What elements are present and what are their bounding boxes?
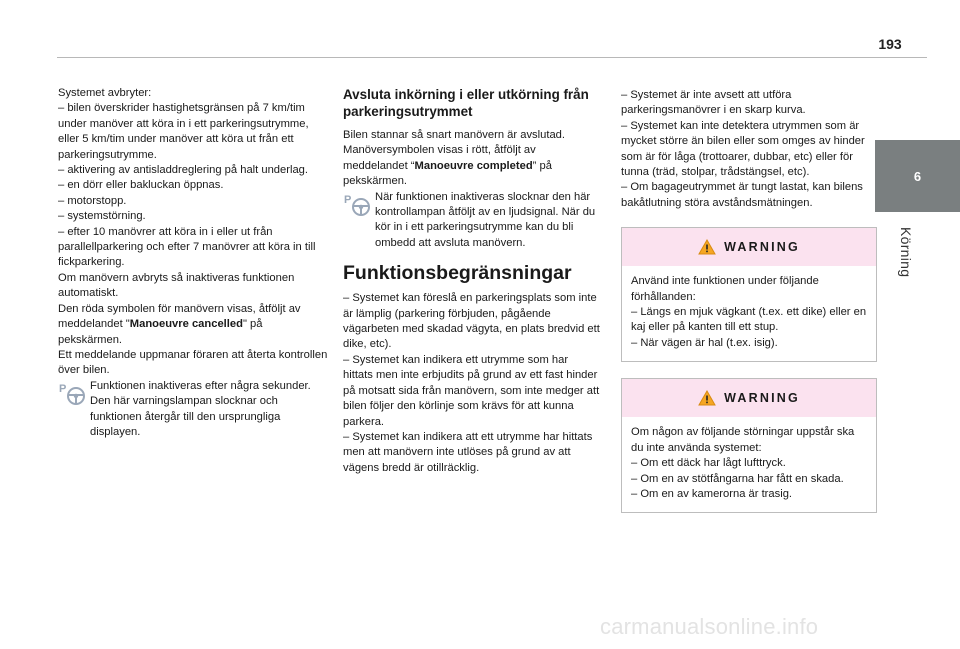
note-text: När funktionen inaktiveras slocknar den här kontrollampan åtföljt av en ljudsignal. När du kör in i ett parkeringsutrymme kan du bli ombedd att avsluta manövern. bbox=[375, 190, 596, 249]
paragraph: – Systemet kan indikera att ett utrymme har hittats men att manövern inte utlöses på grund av att vägens bredd är otillräcklig. bbox=[343, 430, 593, 474]
svg-text:P: P bbox=[344, 193, 352, 206]
paragraph: – Systemet kan föreslå en parkeringsplats som inte är lämplig (parkering förbjuden, pågående vägarbeten med skadad vägyta, en plats bredvid ett dike, etc). bbox=[343, 292, 600, 351]
paragraph: Systemet avbryter: bbox=[58, 87, 152, 99]
paragraph: – efter 10 manövrer att köra in i eller ut från parallellparkering och efter 7 manövrer att köra in till fickparkering. bbox=[58, 225, 316, 269]
paragraph: – en dörr eller bakluckan öppnas. bbox=[58, 179, 224, 192]
note-block bbox=[343, 190, 601, 252]
message-bold: Manoeuvre cancelled bbox=[129, 318, 243, 331]
warning-box bbox=[621, 378, 877, 513]
svg-text:P: P bbox=[59, 382, 67, 395]
paragraph: – Längs en mjuk vägkant (t.ex. ett dike) eller en kaj eller på kanten till ett stup. bbox=[631, 306, 867, 334]
warning-title: WARNING bbox=[724, 390, 800, 405]
chapter-number: 6 bbox=[913, 168, 922, 184]
warning-box bbox=[621, 227, 877, 362]
paragraph: Ett meddelande uppmanar föraren att återta kontrollen över bilen. bbox=[58, 348, 328, 377]
column-3 bbox=[621, 88, 877, 513]
text-span: " på pekskärmen. bbox=[58, 318, 263, 346]
note-block bbox=[58, 379, 328, 441]
paragraph: – Om en av stötfångarna har fått en skada. bbox=[631, 472, 844, 485]
column-1 bbox=[58, 86, 328, 440]
paragraph: – Om ett däck har lågt lufttryck. bbox=[631, 457, 786, 470]
chapter-title: Körning bbox=[898, 226, 914, 278]
page-number: 193 bbox=[878, 36, 902, 52]
paragraph: – bilen överskrider hastighetsgränsen på 7 km/tim under manöver att köra in i ett parkeringsutrymme, eller 5 km/tim under manöver att köra ut från ett parkeringsutrymme. bbox=[58, 102, 309, 161]
chapter-label bbox=[886, 212, 926, 292]
message-bold: Manoeuvre completed bbox=[414, 159, 533, 172]
header-rule bbox=[57, 57, 927, 58]
watermark: carmanualsonline.info bbox=[600, 614, 819, 639]
intro-paragraph bbox=[343, 128, 601, 190]
warning-body bbox=[622, 266, 876, 361]
paragraph: – systemstörning. bbox=[58, 210, 146, 223]
warning-triangle-icon bbox=[698, 239, 716, 255]
paragraph: – När vägen är hal (t.ex. isig). bbox=[631, 336, 778, 349]
warning-title: WARNING bbox=[724, 239, 800, 254]
subheading: Avsluta inkörning i eller utkörning från parkeringsutrymmet bbox=[343, 87, 589, 119]
steering-wheel-p-icon bbox=[343, 192, 373, 218]
warning-body bbox=[622, 417, 876, 512]
text-span: Bilen stannar så snart manövern är avslutad. Manöversymbolen visas i rött, åtföljt av meddelandet “ bbox=[343, 129, 566, 172]
paragraph: – Systemet är inte avsett att utföra parkeringsmanövrer i en skarp kurva. bbox=[621, 89, 806, 117]
warning-triangle-icon bbox=[698, 390, 716, 406]
warning-header bbox=[622, 228, 876, 266]
section-heading: Funktionsbegränsningar bbox=[343, 262, 572, 285]
paragraph: – Om bagageutrymmet är tungt lastat, kan bilens bakåtlutning störa avståndsmätningen. bbox=[621, 181, 863, 209]
chapter-tab[interactable] bbox=[875, 140, 960, 212]
text-span: ” på pekskärmen. bbox=[343, 159, 552, 188]
paragraph: Om manövern avbryts så inaktiveras funktionen automatiskt. bbox=[58, 271, 295, 300]
red-symbol-paragraph bbox=[58, 302, 328, 348]
text-span: Den röda symbolen för manövern visas, åtföljt av meddelandet " bbox=[58, 302, 301, 331]
paragraph: – Systemet kan indikera ett utrymme som har hittats men inte erbjudits på grund av ett fast hinder på motsatt sida från manövern, som inte medger att bilen följer den körlinje som krävs för att kunna parkera. bbox=[343, 353, 600, 428]
paragraph: – motorstopp. bbox=[58, 194, 127, 207]
column-2 bbox=[343, 86, 601, 476]
paragraph: – aktivering av antisladdreglering på halt underlag. bbox=[58, 164, 309, 177]
paragraph: – Om en av kamerorna är trasig. bbox=[631, 487, 793, 500]
note-text: Funktionen inaktiveras efter några sekunder. Den här varningslampan slocknar och funktionen återgår till den ursprungliga displayen. bbox=[90, 379, 311, 438]
steering-wheel-p-icon bbox=[58, 381, 88, 407]
warning-header bbox=[622, 379, 876, 417]
paragraph: Om någon av följande störningar uppstår ska du inte använda systemet: bbox=[631, 426, 855, 454]
paragraph: – Systemet kan inte detektera utrymmen som är mycket större än bilen eller som omges av hinder som är för låga (trottoarer, dubbar, etc) eller för tunna (träd, stolpar, trådstängsel, etc). bbox=[621, 119, 865, 179]
paragraph: Använd inte funktionen under följande förhållanden: bbox=[631, 275, 819, 303]
